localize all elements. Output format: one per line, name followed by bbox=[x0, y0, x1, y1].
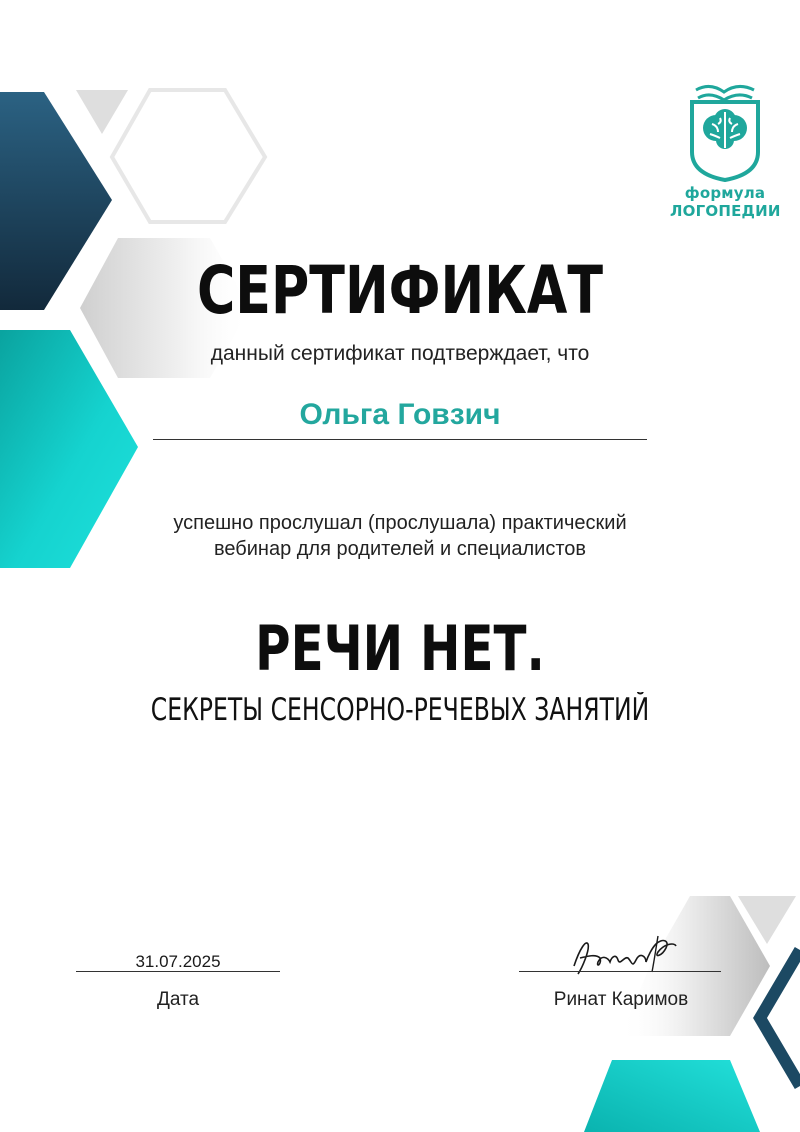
certificate-subtitle: данный сертификат подтверждает, что bbox=[210, 342, 590, 365]
hexagon-cyan-bottom bbox=[584, 1060, 760, 1132]
description-line-2: вебинар для родителей и специалистов bbox=[213, 538, 587, 560]
top-left-decoration bbox=[0, 90, 265, 568]
date-label: Дата bbox=[156, 989, 200, 1010]
recipient-underline bbox=[153, 439, 647, 440]
webinar-title: РЕЧИ НЕТ. bbox=[255, 612, 545, 685]
signer-name: Ринат Каримов bbox=[553, 989, 689, 1010]
hexagon-outline bbox=[112, 90, 265, 222]
recipient-name: Ольга Говзич bbox=[299, 398, 501, 431]
logo-text-line1: формула bbox=[684, 184, 766, 202]
description-line-1: успешно прослушал (прослушала) практический bbox=[173, 512, 627, 534]
triangle-gray bbox=[76, 90, 128, 134]
date-underline bbox=[76, 971, 280, 972]
certificate-title: СЕРТИФИКАТ bbox=[196, 252, 604, 329]
logo-text-line2: ЛОГОПЕДИИ bbox=[670, 202, 781, 220]
handwritten-signature bbox=[566, 928, 686, 984]
brand-logo bbox=[670, 80, 780, 220]
webinar-subtitle: СЕКРЕТЫ СЕНСОРНО-РЕЧЕВЫХ ЗАНЯТИЙ bbox=[150, 692, 650, 728]
description bbox=[0, 510, 800, 562]
brain-book-logo-icon bbox=[682, 80, 768, 184]
signature-underline bbox=[519, 971, 721, 972]
date-value: 31.07.2025 bbox=[135, 952, 221, 971]
